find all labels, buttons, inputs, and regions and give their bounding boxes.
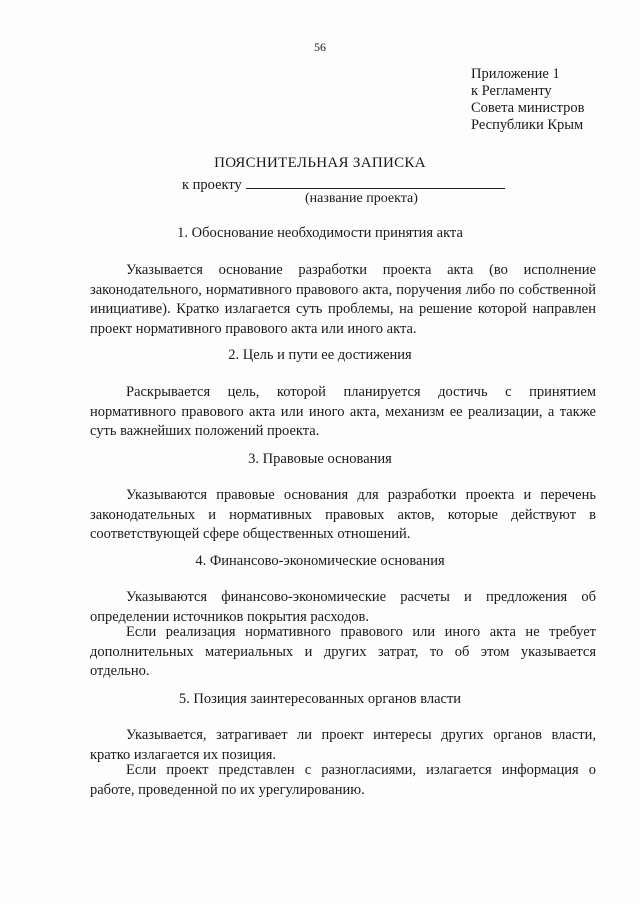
page-number: 56 xyxy=(314,40,326,54)
section-heading: 5. Позиция заинтересованных органов власти xyxy=(178,691,462,707)
project-name-blank xyxy=(246,174,505,189)
section-heading: 1. Обоснование необходимости принятия акта xyxy=(177,225,463,241)
section-paragraph: Если проект представлен с разногласиями, излагается информация о работе, проведенной по их урегулированию. xyxy=(90,762,596,798)
appendix-note xyxy=(471,66,584,134)
section-paragraph: Указывается, затрагивает ли проект интересы других органов власти, кратко излагается их позиция. xyxy=(90,727,596,763)
section-paragraph: Указывается основание разработки проекта акта (во исполнение законодательного, нормативного правового акта, поручения либо по собственной инициативе). Кратко излагается суть проблемы, на решение которой направлен проект нормативного правового акта или иного акта. xyxy=(90,262,596,337)
appendix-line: Совета министров xyxy=(471,100,585,116)
document-title: ПОЯСНИТЕЛЬНАЯ ЗАПИСКА xyxy=(214,155,426,171)
project-prefix: к проекту xyxy=(182,177,242,193)
section-heading: 2. Цель и пути ее достижения xyxy=(228,347,412,363)
project-name-hint: (название проекта) xyxy=(305,191,418,206)
section-paragraph: Указываются правовые основания для разработки проекта и перечень законодательных и нормативных правовых актов, которые действуют в соответствующей сфере общественных отношений. xyxy=(90,487,596,542)
section-heading: 4. Финансово-экономические основания xyxy=(195,553,445,569)
section-paragraph: Если реализация нормативного правового или иного акта не требует дополнительных материальных и других затрат, то об этом указывается отдельно. xyxy=(90,624,596,679)
appendix-line: к Регламенту xyxy=(471,83,552,99)
section-paragraph: Раскрывается цель, которой планируется достичь с принятием нормативного правового акта или иного акта, механизм ее реализации, а также суть важнейших положений проекта. xyxy=(90,384,596,439)
appendix-line: Приложение 1 xyxy=(471,66,560,82)
section-heading: 3. Правовые основания xyxy=(248,451,392,467)
section-paragraph: Указываются финансово-экономические расчеты и предложения об определении источников покрытия расходов. xyxy=(90,589,596,625)
appendix-line: Республики Крым xyxy=(471,117,584,133)
